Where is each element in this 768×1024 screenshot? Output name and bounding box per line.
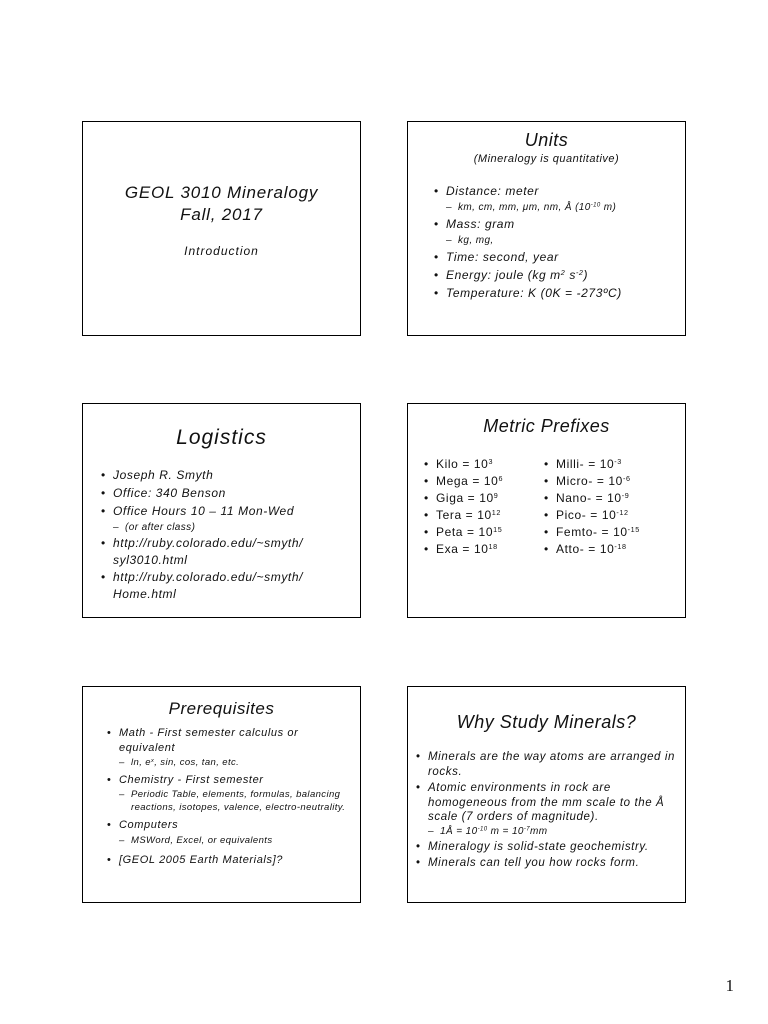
prereq-geol2005-text: [GEOL 2005 Earth Materials]? <box>119 854 283 866</box>
prefix-small-label: Milli- = 10 <box>556 457 615 471</box>
prefix-small-exponent: -12 <box>616 508 629 518</box>
prefix-small-5 <box>544 541 684 558</box>
prefix-large-exponent: 18 <box>488 542 498 552</box>
logistics-instructor <box>101 466 351 484</box>
prereq-geol2005 <box>107 853 357 868</box>
units-distance-sub-mu: μ <box>522 202 529 213</box>
slide-prerequisites <box>82 686 361 903</box>
why-angstrom-sub-exp1: -10 <box>477 826 488 833</box>
prefix-large-label: Exa = 10 <box>436 542 489 556</box>
logistics-office-text: Office: 340 Benson <box>113 486 226 500</box>
prefix-large-label: Kilo = 10 <box>436 457 489 471</box>
prefix-small-label: Femto- = 10 <box>556 525 628 539</box>
prereq-computers <box>107 818 357 833</box>
units-energy <box>434 266 682 284</box>
why-list <box>416 750 684 871</box>
prereq-chemistry-text: Chemistry - First semester <box>119 774 264 786</box>
units-distance-sub-b: m, nm, Å (10 <box>528 202 591 213</box>
slide-metric-prefixes <box>407 403 686 618</box>
prefix-small-1 <box>544 473 684 490</box>
units-mass-sub <box>446 233 682 248</box>
prefix-small-exponent: -6 <box>622 474 631 484</box>
prefix-small-0 <box>544 456 684 473</box>
prereq-math-text: Math - First semester calculus or equivalent <box>119 727 299 754</box>
prefix-small-exponent: -3 <box>614 457 622 467</box>
prefix-large-5 <box>424 541 544 558</box>
slide-units-title: Units <box>524 130 569 150</box>
prefix-small-exponent: -15 <box>627 525 640 535</box>
logistics-hours-sub <box>113 520 351 535</box>
prefix-small-label: Micro- = 10 <box>556 474 623 488</box>
why-solid-state <box>416 840 684 855</box>
why-atomic-environments-text: Atomic environments in rock are homogeneous from the mm scale to the Å scale (7 orders of magnitude). <box>428 782 665 823</box>
prefix-large-exponent: 6 <box>498 474 504 484</box>
logistics-hours <box>101 502 351 520</box>
prefix-large-label: Tera = 10 <box>436 508 492 522</box>
why-rocks-form-text: Minerals can tell you how rocks form. <box>428 857 640 869</box>
why-angstrom-sub-a: 1Å = 10 <box>440 825 478 837</box>
prefix-list-small <box>544 456 684 558</box>
units-temperature <box>434 284 682 302</box>
prefix-small-label: Atto- = 10 <box>556 542 615 556</box>
prefix-small-label: Nano- = 10 <box>556 491 622 505</box>
logistics-home-link <box>101 569 351 603</box>
units-mass-sub-text: kg, mg, <box>458 235 494 246</box>
units-distance-sub-exp: -10 <box>590 202 601 209</box>
units-energy-exp2: -2 <box>575 268 584 278</box>
units-distance-sub-c: m) <box>600 202 617 213</box>
units-energy-b: s <box>565 268 576 282</box>
prefix-large-exponent: 15 <box>493 525 503 535</box>
prefix-large-1 <box>424 473 544 490</box>
prereq-computers-sub-text: MSWord, Excel, or equivalents <box>131 835 273 846</box>
slide-units-subtitle: (Mineralogy is quantitative) <box>473 153 620 165</box>
prefix-large-exponent: 12 <box>491 508 501 518</box>
prefix-large-3 <box>424 507 544 524</box>
prefix-small-exponent: -18 <box>614 542 627 552</box>
slide-metric-title: Metric Prefixes <box>483 416 610 436</box>
logistics-list <box>101 466 351 603</box>
slide-title <box>82 121 361 336</box>
prefix-large-0 <box>424 456 544 473</box>
slide-why-title: Why Study Minerals? <box>456 712 637 732</box>
prefix-small-2 <box>544 490 684 507</box>
units-distance-sub-a: km, cm, mm, <box>458 202 523 213</box>
units-energy-exp1: 2 <box>560 268 566 278</box>
prefix-small-4 <box>544 524 684 541</box>
logistics-syllabus-link-text: http://ruby.colorado.edu/~smyth/ syl3010.html <box>113 536 304 567</box>
prefix-large-exponent: 3 <box>488 457 494 467</box>
prereq-math-sub-a: ln, e <box>131 757 151 768</box>
why-angstrom-sub <box>428 825 684 839</box>
units-energy-c: ) <box>583 268 589 282</box>
prereq-math <box>107 726 357 756</box>
slide-units <box>407 121 686 336</box>
course-subtitle: Introduction <box>184 244 259 258</box>
logistics-home-link-text: http://ruby.colorado.edu/~smyth/ Home.html <box>113 570 304 601</box>
prereq-chemistry-sub <box>119 788 357 814</box>
prefix-small-label: Pico- = 10 <box>556 508 617 522</box>
prereq-math-sub <box>119 756 357 770</box>
prefix-small-exponent: -9 <box>621 491 630 501</box>
prefix-large-4 <box>424 524 544 541</box>
logistics-office <box>101 484 351 502</box>
logistics-hours-sub-text: (or after class) <box>125 522 196 533</box>
prefix-list-large <box>424 456 544 558</box>
page-number: 1 <box>725 976 734 995</box>
prereq-computers-sub <box>119 833 357 849</box>
prereq-chemistry <box>107 773 357 788</box>
units-distance-text: Distance: meter <box>446 184 540 198</box>
units-distance <box>434 182 682 200</box>
prefix-large-2 <box>424 490 544 507</box>
course-title-line1: GEOL 3010 Mineralogy <box>124 183 319 202</box>
why-rocks-form <box>416 856 684 871</box>
units-time-text: Time: second, year <box>446 250 559 264</box>
prefix-large-exponent: 9 <box>493 491 499 501</box>
prefix-large-label: Giga = 10 <box>436 491 494 505</box>
course-title <box>83 182 360 226</box>
prefix-large-label: Mega = 10 <box>436 474 499 488</box>
why-angstrom-sub-exp2: -7 <box>523 826 531 833</box>
units-mass-text: Mass: gram <box>446 217 515 231</box>
slide-why-study-minerals <box>407 686 686 903</box>
why-solid-state-text: Mineralogy is solid-state geochemistry. <box>428 840 649 853</box>
prereq-math-sub-exp: x <box>150 757 155 764</box>
units-energy-a: Energy: joule (kg m <box>446 268 561 282</box>
slide-prerequisites-title: Prerequisites <box>168 699 275 718</box>
logistics-instructor-text: Joseph R. Smyth <box>113 468 214 482</box>
prereq-computers-text: Computers <box>119 819 179 831</box>
prereq-chemistry-sub-text: Periodic Table, elements, formulas, balancing reactions, isotopes, valence, electro-neutrality. <box>131 789 346 813</box>
units-distance-sub <box>446 200 682 215</box>
units-mass <box>434 215 682 233</box>
why-atomic-environments <box>416 781 684 825</box>
prefix-large-label: Peta = 10 <box>436 525 494 539</box>
prefix-small-3 <box>544 507 684 524</box>
logistics-hours-text: Office Hours 10 – 11 Mon-Wed <box>113 504 295 518</box>
prereq-math-sub-b: , sin, cos, tan, etc. <box>154 757 240 768</box>
logistics-syllabus-link <box>101 535 351 569</box>
slide-logistics-title: Logistics <box>176 426 267 449</box>
prerequisites-list <box>107 726 357 868</box>
why-atoms-text: Minerals are the way atoms are arranged in rocks. <box>428 751 676 778</box>
course-title-line2: Fall, 2017 <box>180 205 263 224</box>
slide-logistics <box>82 403 361 618</box>
why-angstrom-sub-b: m = 10 <box>487 825 524 837</box>
why-angstrom-sub-c: mm <box>530 825 548 837</box>
units-list <box>434 182 682 302</box>
units-temperature-text: Temperature: K (0K = -273ºC) <box>446 286 622 300</box>
why-atoms <box>416 750 684 779</box>
units-time <box>434 248 682 266</box>
